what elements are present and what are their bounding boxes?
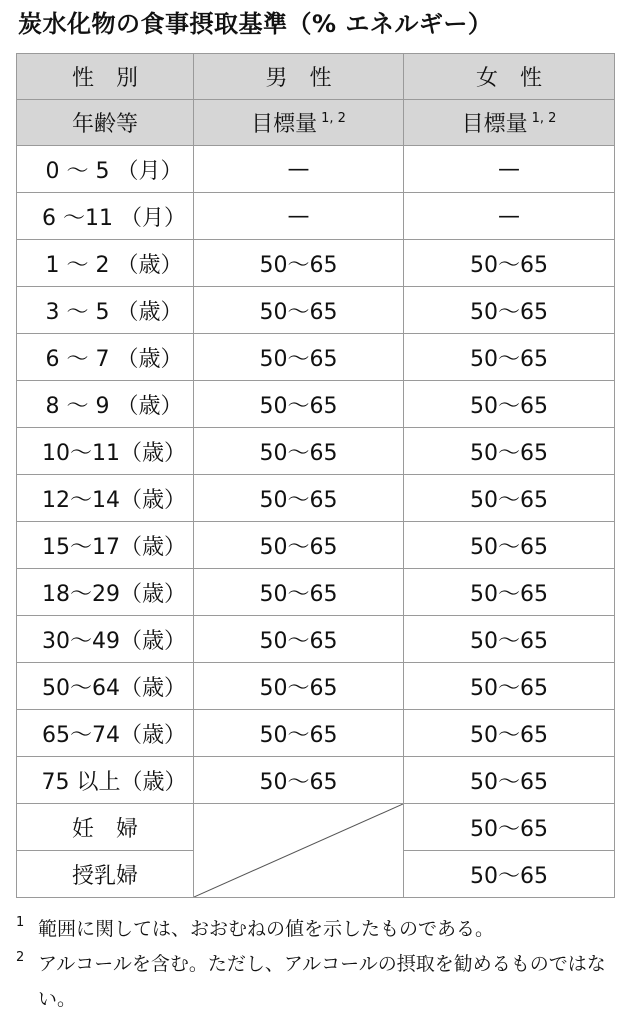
age-cell: 6 ～11 （月） [17, 193, 194, 240]
footnote-mark: 2 [16, 950, 25, 965]
female-value-cell: 50～65 [404, 757, 615, 804]
age-cell: 8 ～ 9 （歳） [17, 381, 194, 428]
male-value-cell: 50～65 [194, 334, 404, 381]
header-male-target [194, 100, 404, 146]
header-male: 男 性 [194, 54, 404, 100]
male-value-cell: 50～65 [194, 663, 404, 710]
header-row-age [17, 100, 615, 146]
female-target-label: 目標量 [461, 112, 528, 137]
female-value-cell: 50～65 [404, 428, 615, 475]
table-row [17, 287, 615, 334]
footnote-mark: 1 [16, 915, 25, 930]
age-cell: 18～29（歳） [17, 569, 194, 616]
female-value-cell: 50～65 [404, 240, 615, 287]
male-target-footnote-ref: 1, 2 [321, 111, 346, 126]
female-value-cell: — [404, 146, 615, 193]
age-cell: 15～17（歳） [17, 522, 194, 569]
male-value-cell: — [194, 146, 404, 193]
footnote-text: 範囲に関しては、おおむねの値を示したものである。 [38, 918, 495, 940]
female-value-cell: — [404, 193, 615, 240]
footnote [16, 912, 616, 947]
female-value-cell: 50～65 [404, 475, 615, 522]
male-value-cell: 50～65 [194, 522, 404, 569]
special-group-cell: 妊 婦 [17, 804, 194, 851]
female-value-cell: 50～65 [404, 569, 615, 616]
not-applicable-diagonal-cell [194, 804, 404, 898]
male-value-cell: 50～65 [194, 616, 404, 663]
table-row [17, 804, 615, 851]
footnote-text: アルコールを含む。ただし、アルコールの摂取を勧めるものではない。 [38, 953, 606, 1010]
table-row [17, 240, 615, 287]
male-value-cell: 50～65 [194, 381, 404, 428]
male-value-cell: 50～65 [194, 240, 404, 287]
table-row [17, 522, 615, 569]
diagonal-line [194, 804, 403, 897]
male-value-cell: 50～65 [194, 428, 404, 475]
table-row [17, 569, 615, 616]
footnote [16, 947, 616, 1017]
table-row [17, 146, 615, 193]
female-value-cell: 50～65 [404, 710, 615, 757]
header-female-target [404, 100, 615, 146]
age-cell: 50～64（歳） [17, 663, 194, 710]
age-cell: 65～74（歳） [17, 710, 194, 757]
female-value-cell: 50～65 [404, 851, 615, 898]
table-row [17, 193, 615, 240]
female-value-cell: 50～65 [404, 522, 615, 569]
header-female: 女 性 [404, 54, 615, 100]
table-row [17, 381, 615, 428]
table-row [17, 616, 615, 663]
female-value-cell: 50～65 [404, 804, 615, 851]
page-title: 炭水化物の食事摂取基準（% エネルギー） [18, 10, 493, 38]
age-cell: 75 以上（歳） [17, 757, 194, 804]
male-value-cell: 50～65 [194, 287, 404, 334]
table-row [17, 475, 615, 522]
footnotes [16, 912, 616, 1017]
age-cell: 6 ～ 7 （歳） [17, 334, 194, 381]
table-row [17, 428, 615, 475]
female-value-cell: 50～65 [404, 381, 615, 428]
age-cell: 3 ～ 5 （歳） [17, 287, 194, 334]
male-value-cell: 50～65 [194, 710, 404, 757]
female-value-cell: 50～65 [404, 616, 615, 663]
table-row [17, 663, 615, 710]
table-row [17, 334, 615, 381]
male-value-cell: 50～65 [194, 569, 404, 616]
male-target-label: 目標量 [251, 112, 318, 137]
table-row [17, 710, 615, 757]
male-value-cell: 50～65 [194, 475, 404, 522]
age-cell: 12～14（歳） [17, 475, 194, 522]
age-cell: 30～49（歳） [17, 616, 194, 663]
age-cell: 0 ～ 5 （月） [17, 146, 194, 193]
female-value-cell: 50～65 [404, 287, 615, 334]
female-value-cell: 50～65 [404, 334, 615, 381]
male-value-cell: — [194, 193, 404, 240]
male-value-cell: 50～65 [194, 757, 404, 804]
intake-table [16, 53, 615, 898]
age-cell: 1 ～ 2 （歳） [17, 240, 194, 287]
special-group-cell: 授乳婦 [17, 851, 194, 898]
header-row-sex [17, 54, 615, 100]
table-row [17, 757, 615, 804]
female-target-footnote-ref: 1, 2 [531, 111, 557, 126]
female-value-cell: 50～65 [404, 663, 615, 710]
age-cell: 10～11（歳） [17, 428, 194, 475]
header-sex-label: 性 別 [17, 54, 194, 100]
header-age-label: 年齢等 [17, 100, 194, 146]
